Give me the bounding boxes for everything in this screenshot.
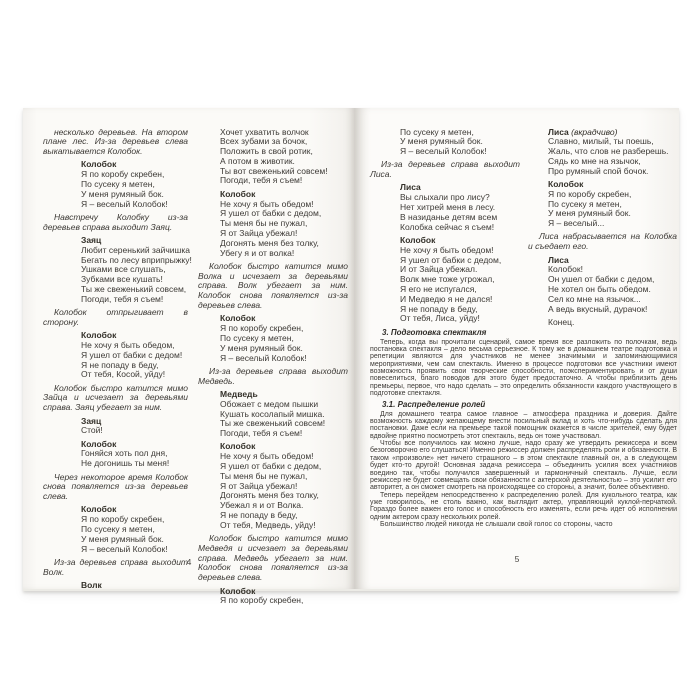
speech-line: Жаль, что слов не разберешь.	[548, 146, 669, 157]
speech-block	[81, 581, 188, 591]
speech-line: И Медведю я не дался!	[400, 293, 493, 304]
right-page-body	[355, 108, 679, 327]
speech-line: От тебя, Косой, уйду!	[81, 369, 166, 380]
speech-line: Не хочу я быть обедом!	[400, 244, 494, 255]
speech-line: Обожает с медом пышки	[220, 398, 319, 409]
stage-direction: Колобок быстро катится мимо Волка и исчезает за деревьями справа. Волк убегает за ним. Колобок снова появляется из-за деревьев слева.	[198, 260, 348, 311]
speech-block	[220, 587, 348, 607]
speech-line: От тебя, Лиса, уйду!	[400, 313, 480, 324]
speech-line: Сядь ко мне на язычок,	[548, 155, 641, 166]
page-number-right: 5	[514, 554, 520, 564]
speech-line: Не догонишь ты меня!	[81, 458, 170, 469]
character-name: Лиса	[548, 126, 569, 137]
character-name: Медведь	[220, 388, 258, 399]
stage-direction: Из-за деревьев справа выходит Лиса.	[370, 159, 520, 180]
speech-block	[400, 183, 520, 232]
speech-line: Я – веселый Колобок!	[220, 352, 307, 363]
speech-line: А ведь вкусный, дурачок!	[548, 303, 648, 314]
character-name: Колобок	[548, 178, 584, 189]
speech-line: Я – веселый Колобок!	[81, 198, 168, 209]
speech-line: Я – веселый Колобок!	[400, 146, 487, 157]
speech-line: Догонять меня без толку,	[220, 237, 319, 248]
speech-line: В назиданье детям всем	[400, 211, 498, 222]
speech-line: Бегать по лесу вприпрыжку!	[81, 254, 192, 265]
speech-block	[81, 505, 188, 554]
speech-block	[220, 314, 348, 363]
section-paragraph: Теперь, когда вы прочитали сценарий, самое время все разложить по полочкам, ведь постановка спектакля – дело весьма серьезное. К тому же в домашнем театре подготовка и репетиции являются для участников не менее значимыми и запоминающимися мероприятиями, чем сам спектакль. Именно в процессе подготовки все участники имеют возможность проявить свои творческие способности, поэкспериментировать и от души повеселиться, благо поводов для этого будет предостаточно. А чтобы приблизить день премьеры, первое, что надо сделать – это определить обязанности каждого участвующего в подготовке спектакля.	[370, 338, 677, 397]
speech-line: Волк мне тоже угрожал,	[400, 274, 495, 285]
speech-line: Колобок!	[548, 264, 583, 275]
speech-block	[548, 180, 677, 229]
speech-line: Я по коробу скребен,	[548, 188, 632, 199]
speech-line: Ты же свеженький совсем!	[220, 418, 326, 429]
speech-line: Ушками все слушать,	[81, 264, 166, 275]
character-name: Колобок	[81, 159, 117, 170]
speech-line: Я его не испугался,	[400, 283, 477, 294]
speech-block	[81, 331, 188, 380]
speech-line: Не хотел он быть обедом.	[548, 283, 651, 294]
character-name: Колобок	[220, 188, 256, 199]
speaker-line	[81, 581, 188, 591]
speech-block	[81, 440, 188, 469]
speech-line: У меня румяный бок.	[81, 533, 164, 544]
stage-direction: Лиса набрасывается на Колобка и съедает его.	[528, 231, 677, 252]
character-name: Лиса	[548, 254, 569, 265]
speech-line: Я – веселый...	[548, 218, 605, 229]
speech-block	[400, 236, 520, 324]
speech-block	[220, 442, 348, 530]
section-paragraph: Чтобы все получилось как можно лучше, надо сразу же утвердить режиссера и всем безоговорочно его слушаться! Именно режиссер должен распределять роли и обязанности. В таком «произволе» нет ничего страшного – в этом спектакле главный он, а в следующем будет кто-то другой! Основная задача режиссера – объединить усилия всех участников воедино так, чтобы получился завершенный и гармоничный спектакль. Лучше, если режиссер не будет совмещать свои обязанности с актерской деятельностью – это усилит его авторитет, а он сможет смотреть на происходящее со стороны, а значит, более объективно.	[370, 440, 677, 492]
speech-cue: (вкрадчиво)	[571, 126, 618, 137]
speech-line: У меня румяный бок.	[220, 342, 303, 353]
speech-line: И от Зайца убежал.	[400, 264, 478, 275]
speech-line: У меня румяный бок.	[400, 136, 483, 147]
speech-line: Хочет ухватить волчок	[220, 126, 309, 137]
speech-line: Убегу я и от волка!	[220, 247, 295, 258]
speech-line: Я ушел от бабки с дедом,	[220, 461, 322, 471]
speech-line: Погоди, тебя я съем!	[81, 293, 164, 304]
book-spread	[23, 108, 679, 606]
page-number-left: 4	[186, 557, 192, 567]
speech-line: Я по коробу скребен,	[81, 514, 165, 525]
stage-direction: Навстречу Колобку из-за деревьев справа выходит Заяц.	[43, 211, 188, 232]
speech-block	[220, 390, 348, 439]
speech-line: Стой!	[81, 425, 103, 436]
speech-line: Я от Зайца убежал!	[220, 480, 298, 491]
stage-direction: Колобок отпрыгивает в сторону.	[43, 307, 188, 327]
character-name: Колобок	[81, 438, 117, 449]
speech-line: Гоняйся хоть пол дня,	[81, 448, 168, 459]
speech-line: Вы слыхали про лису?	[400, 192, 490, 203]
speech-line: Не хочу я быть обедом!	[220, 451, 314, 462]
speech-line: По сусеку я метен,	[400, 126, 474, 137]
speech-line: По сусеку я метен,	[81, 178, 155, 189]
speech-line: Я – веселый Колобок!	[81, 543, 168, 554]
speech-line: Догонять меня без толку,	[220, 490, 319, 501]
speech-line: Колобка сейчас я съем!	[400, 221, 495, 232]
speech-line: Сел ко мне на язычок...	[548, 293, 641, 304]
speech-line: Ты меня бы не пужал,	[220, 470, 308, 481]
character-name: Лиса	[400, 182, 421, 193]
stage-direction: несколько деревьев. На втором плане лес. Из-за деревьев слева выкатывается Колобок.	[43, 126, 188, 157]
speech-line: У меня румяный бок.	[81, 188, 164, 199]
speech-line: Я от Зайца убежал!	[220, 227, 298, 238]
section-heading: 3.1. Распределение ролей	[382, 400, 486, 410]
left-page-body	[23, 108, 355, 610]
speech-block	[81, 160, 188, 209]
speech-line: Любит серенький зайчишка	[81, 244, 190, 255]
character-name: Колобок	[400, 234, 436, 245]
speech-line: Я по коробу скребен,	[220, 595, 304, 606]
speech-line: Кушать косолапый мишка.	[220, 408, 325, 419]
speech-line: Славно, милый, ты поешь,	[548, 136, 654, 147]
character-name: Колобок	[220, 441, 256, 452]
speech-line: Погоди, тебя я съем!	[220, 175, 303, 186]
speech-line: Положить в свой ротик,	[220, 146, 313, 157]
speech-line: Убежал я и от Волка.	[220, 500, 304, 511]
speech-block	[81, 417, 188, 437]
script-column-2	[198, 124, 348, 610]
character-name: Заяц	[81, 415, 102, 426]
section-paragraph: Теперь перейдем непосредственно к распределению ролей. Для кукольного театра, как уже говорилось, не столь важно, как выглядит актер, управляющий куклой-перчаткой. Гораздо более важен его голос и способность его изменять, если речь идет об исполнении одним актером сразу нескольких ролей.	[370, 491, 677, 521]
speech-line: Я по коробу скребен,	[220, 323, 304, 334]
stage-direction: Из-за деревьев справа выходит Медведь.	[198, 365, 348, 386]
speech-line: От тебя, Медведь, уйду!	[220, 519, 316, 530]
speech-continuation	[548, 318, 677, 328]
speech-line: Ты же свеженький совсем,	[81, 283, 187, 294]
speech-line: По сусеку я метен,	[220, 332, 294, 343]
speech-line: Погоди, тебя я съем!	[220, 428, 303, 439]
speech-line: Я по коробу скребен,	[81, 169, 165, 180]
section-paragraph: Для домашнего театра самое главное – атмосфера праздника и доверия. Дайте возможность каждому желающему внести посильный вклад и хоть что-нибудь сделать для постановки. Даже если на премьере такой помощник окажется в числе зрителей, ему будет вдвойне приятно посмотреть этот спектакль, ведь он тоже участвовал.	[370, 410, 677, 440]
speech-line: Ты вот свеженький совсем!	[220, 165, 328, 176]
stage-direction: Через некоторое время Колобок снова появляется из-за деревьев слева.	[43, 471, 188, 502]
character-name: Колобок	[81, 330, 117, 341]
speech-line: Я не попаду в беду,	[400, 303, 478, 314]
script-column-1	[43, 124, 192, 610]
character-name: Колобок	[220, 313, 256, 324]
speech-line: У меня румяный бок.	[548, 208, 631, 219]
section-heading: 3. Подготовка спектакля	[382, 328, 487, 337]
speech-line: Я ушел от бабки с дедом,	[400, 254, 502, 265]
speech-line: По сусеку я метен,	[548, 198, 622, 209]
speech-block	[548, 128, 677, 177]
page-left	[23, 108, 355, 606]
character-name: Колобок	[220, 585, 256, 596]
speech-line: Я не попаду в беду,	[81, 359, 159, 370]
speech-line: Конец.	[548, 316, 575, 327]
stage-direction: Колобок быстро катится мимо Медведя и исчезает за деревьями справа. Медведь убегает за ним. Колобок снова появляется из-за деревьев слева.	[198, 533, 348, 583]
speech-line: Я не попаду в беду,	[220, 509, 298, 520]
speech-block	[220, 190, 348, 259]
script-column-4	[528, 124, 677, 327]
character-name: Колобок	[81, 504, 117, 515]
speech-line: Про румяный спой бочок.	[548, 165, 649, 176]
speech-continuation	[220, 128, 348, 187]
speech-line: А потом в животик.	[220, 155, 295, 166]
speech-line: Нет хитрей меня в лесу.	[400, 202, 496, 213]
speech-continuation	[400, 128, 520, 157]
stage-direction: Колобок быстро катится мимо Зайца и исчезает за деревьями справа. Заяц убегает за ним.	[43, 382, 188, 413]
speech-line: Не хочу я быть обедом,	[81, 339, 175, 350]
speech-line: Я ушел от бабки с дедом!	[81, 349, 183, 360]
speech-line: Я ушел от бабки с дедом,	[220, 208, 322, 219]
character-name: Заяц	[81, 234, 102, 245]
speech-line: Не хочу я быть обедом!	[220, 198, 314, 209]
section-paragraph: Большинство людей никогда не слышали свой голос со стороны, часто	[380, 520, 613, 528]
preparation-section	[370, 328, 677, 528]
page-right	[355, 108, 679, 589]
speech-block	[81, 234, 192, 305]
character-name: Волк	[81, 579, 102, 590]
speech-line: Всех зубами за бочок,	[220, 136, 308, 147]
stage-direction: Из-за деревьев справа выходит Волк.	[43, 556, 188, 577]
speech-block	[548, 256, 677, 315]
speech-line: Он ушел от бабки с дедом,	[548, 274, 655, 285]
speech-line: Ты меня бы не пужал,	[220, 218, 308, 229]
script-column-3	[370, 124, 520, 324]
speech-line: Зубками все кушать!	[81, 274, 163, 285]
speech-line: По сусеку я метен,	[81, 523, 155, 534]
